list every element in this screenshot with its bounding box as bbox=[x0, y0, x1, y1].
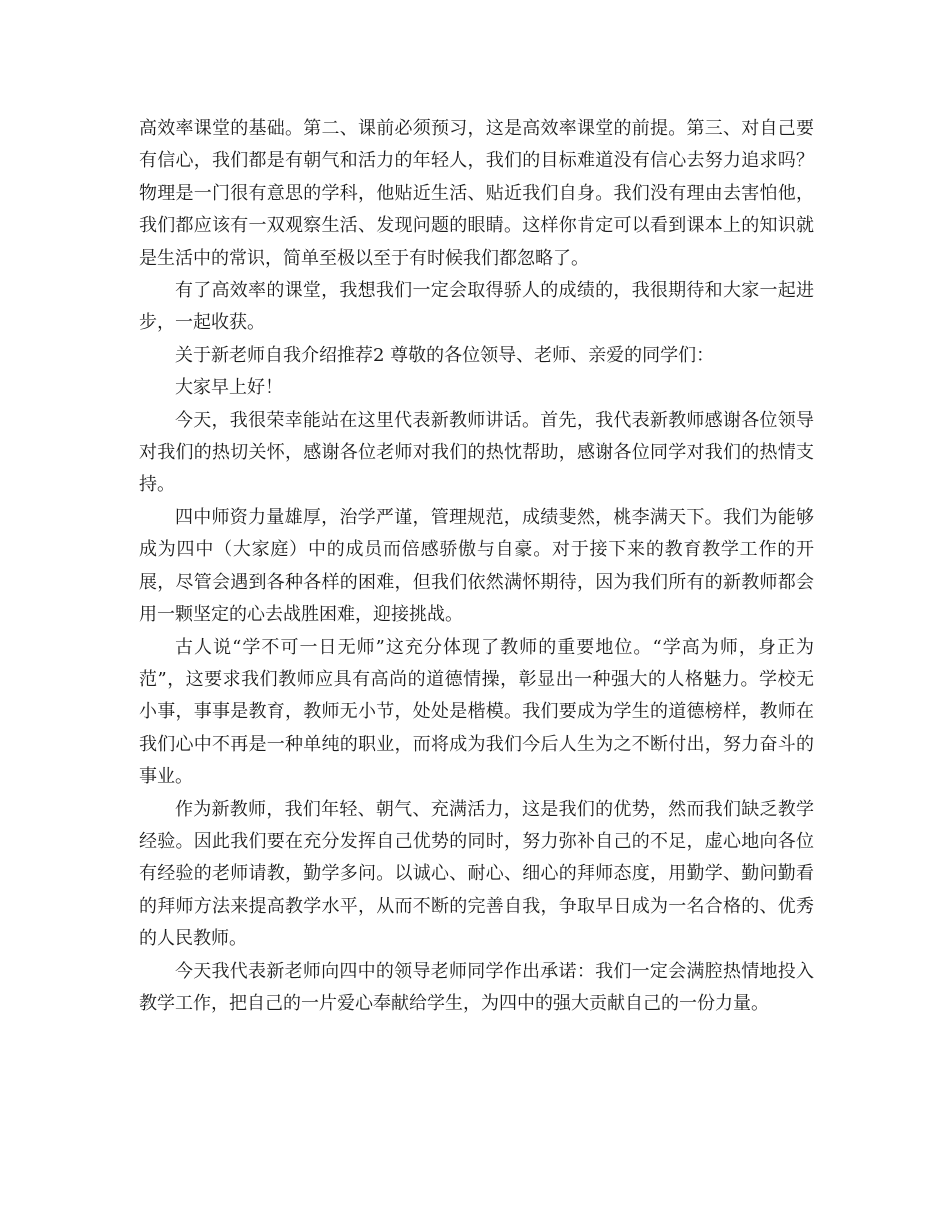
paragraph: 今天，我很荣幸能站在这里代表新教师讲话。首先，我代表新教师感谢各位领导对我们的热切关怀，感谢各位老师对我们的热忱帮助，感谢各位同学对我们的热情支持。 bbox=[139, 409, 814, 496]
section-heading-paragraph: 关于新老师自我介绍推荐2 尊敬的各位领导、老师、亲爱的同学们： bbox=[175, 344, 715, 366]
paragraph: 有了高效率的课堂，我想我们一定会取得骄人的成绩的，我很期待和大家一起进步，一起收获。 bbox=[139, 280, 814, 334]
paragraph: 四中师资力量雄厚，治学严谨，管理规范，成绩斐然，桃李满天下。我们为能够成为四中（大家庭）中的成员而倍感骄傲与自豪。对于接下来的教育教学工作的开展，尽管会遇到各种各样的困难，但我们依然满怀期待，因为我们所有的新教师都会用一颗坚定的心去战胜困难，迎接挑战。 bbox=[139, 506, 814, 626]
paragraph-continued: 高效率课堂的基础。第二、课前必须预习，这是高效率课堂的前提。第三、对自己要有信心，我们都是有朝气和活力的年轻人，我们的目标难道没有信心去努力追求吗？物理是一门很有意思的学科，他贴近生活、贴近我们自身。我们没有理由去害怕他，我们都应该有一双观察生活、发现问题的眼睛。这样你肯定可以看到课本上的知识就是生活中的常识，简单至极以至于有时候我们都忽略了。 bbox=[139, 118, 814, 269]
paragraph: 作为新教师，我们年轻、朝气、充满活力，这是我们的优势，然而我们缺乏教学经验。因此我们要在充分发挥自己优势的同时，努力弥补自己的不足，虚心地向各位有经验的老师请教，勤学多问。以诚心、耐心、细心的拜师态度，用勤学、勤问勤看的拜师方法来提高教学水平，从而不断的完善自我，争取早日成为一名合格的、优秀的人民教师。 bbox=[139, 798, 814, 950]
paragraph: 今天我代表新老师向四中的领导老师同学作出承诺：我们一定会满腔热情地投入教学工作，把自己的一片爱心奉献给学生，为四中的强大贡献自己的一份力量。 bbox=[139, 960, 814, 1014]
paragraph: 古人说“学不可一日无师”这充分体现了教师的重要地位。“学高为师，身正为范”，这要求我们教师应具有高尚的道德情操，彰显出一种强大的人格魅力。学校无小事，事事是教育，教师无小节，处处是楷模。我们要成为学生的道德榜样，教师在我们心中不再是一种单纯的职业，而将成为我们今后人生为之不断付出，努力奋斗的事业。 bbox=[139, 636, 814, 788]
greeting-paragraph: 大家早上好！ bbox=[175, 377, 283, 399]
document-body bbox=[139, 113, 814, 1020]
